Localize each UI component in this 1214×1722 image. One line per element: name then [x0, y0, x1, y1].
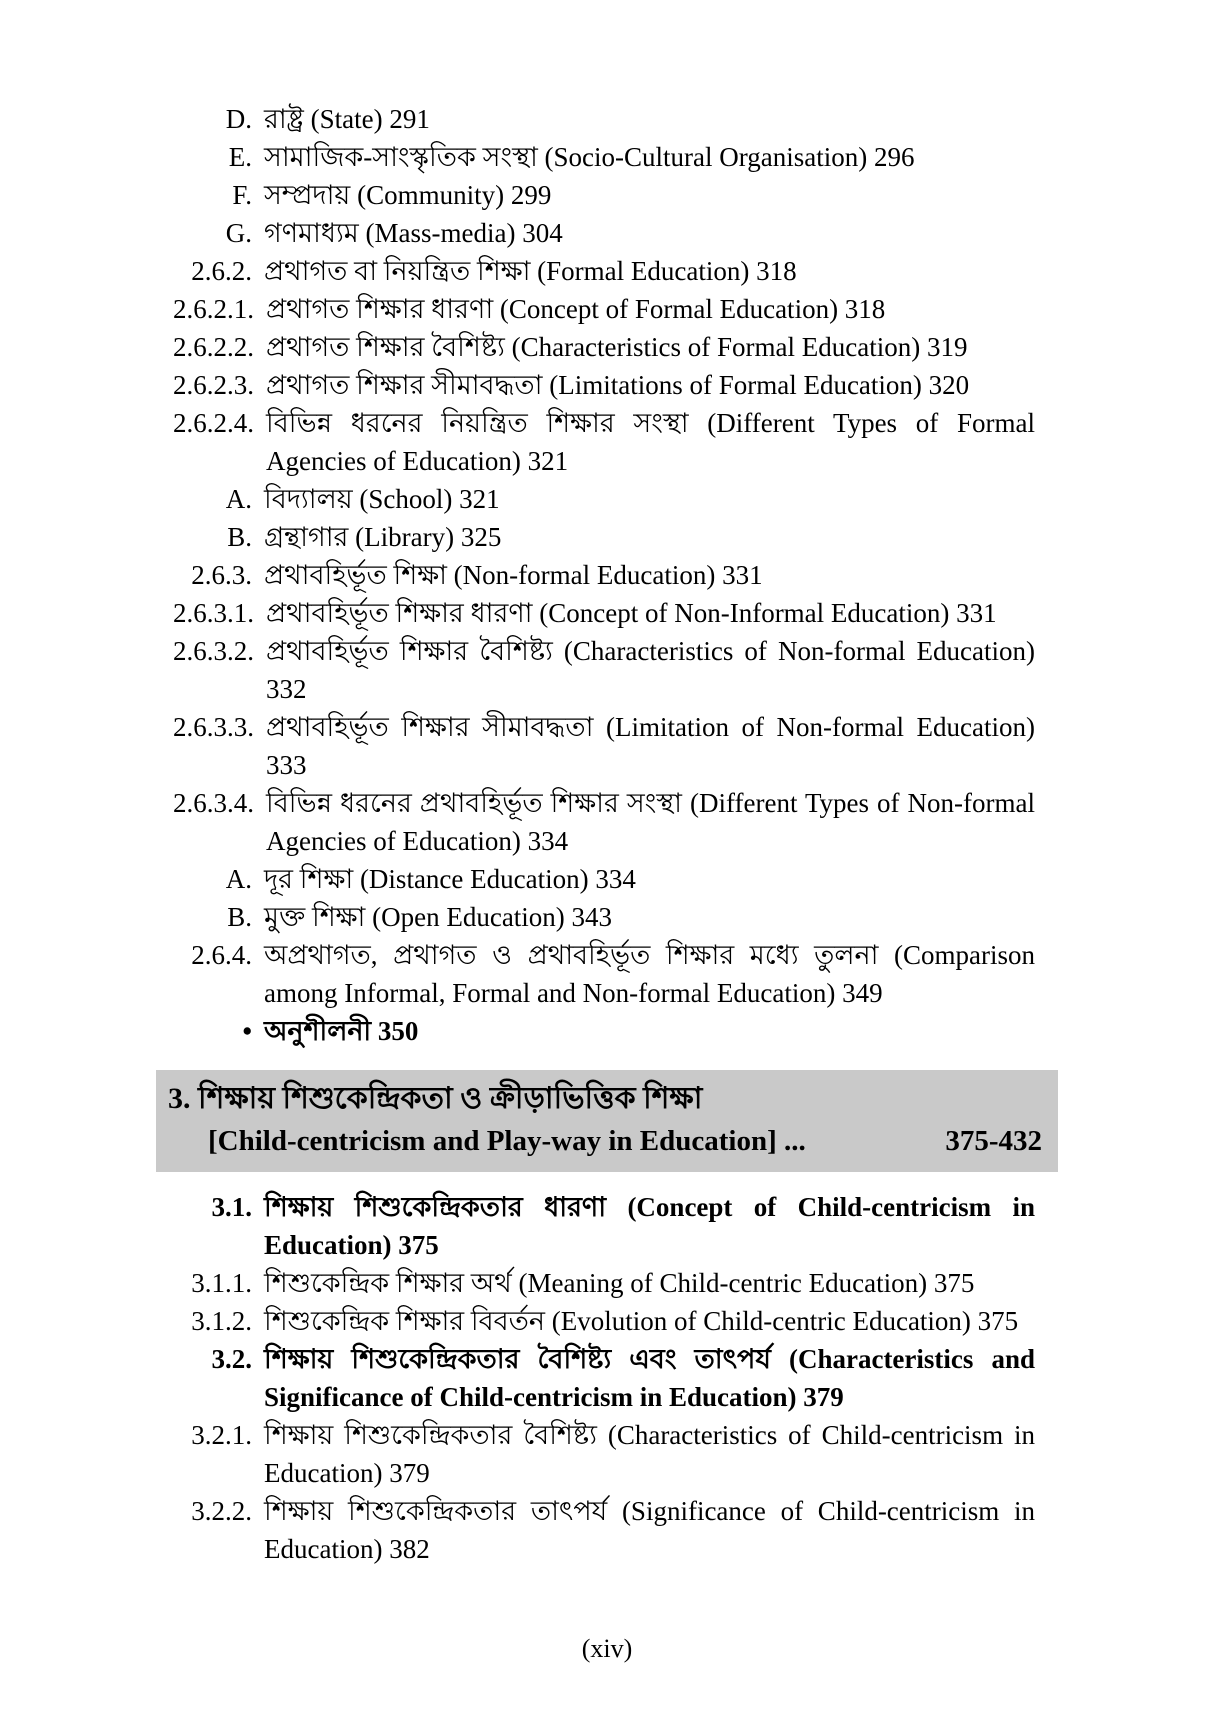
toc-entry-number: 3.1.2.	[191, 1306, 252, 1336]
toc-entry-text: প্রথাবহির্ভূত শিক্ষার সীমাবদ্ধতা (Limitation of Non-formal Education) 333	[266, 712, 1035, 780]
toc-entry-number: 3.2.	[211, 1344, 252, 1374]
toc-entry	[173, 1264, 1035, 1302]
toc-entry-text: শিক্ষায় শিশুকেন্দ্রিকতার বৈশিষ্ট্য এবং তাৎপর্য (Characteristics and Significance of Child-centricism in Education) 379	[264, 1344, 1035, 1412]
toc-entry-number: 3.1.1.	[191, 1268, 252, 1298]
chapter-title-english: [Child-centricism and Play-way in Education] ...	[208, 1125, 806, 1157]
toc-entry	[173, 1340, 1035, 1416]
toc-entry	[173, 1302, 1035, 1340]
toc-entry	[173, 404, 1035, 480]
toc-entry-number: G.	[225, 218, 252, 248]
toc-entry-number: •	[242, 1016, 252, 1046]
toc-entry-text: প্রথাবহির্ভূত শিক্ষার বৈশিষ্ট্য (Characteristics of Non-formal Education) 332	[266, 636, 1035, 704]
toc-entry-text: দূর শিক্ষা (Distance Education) 334	[264, 864, 636, 894]
toc-entry	[173, 480, 1035, 518]
toc-entry	[173, 176, 1035, 214]
chapter-banner-subtitle-row	[168, 1120, 1048, 1162]
toc-entry-number: 3.1.	[211, 1192, 252, 1222]
toc-entry-number: 2.6.3.2.	[173, 636, 254, 666]
toc-entry-text: শিক্ষায় শিশুকেন্দ্রিকতার ধারণা (Concept of Child-centricism in Education) 375	[264, 1192, 1035, 1260]
toc-entry-number: 2.6.2.3.	[173, 370, 254, 400]
toc-entry	[173, 784, 1035, 860]
toc-entry-text: প্রথাগত শিক্ষার বৈশিষ্ট্য (Characteristics of Formal Education) 319	[266, 332, 968, 362]
toc-entry	[173, 1188, 1035, 1264]
toc-entry	[173, 898, 1035, 936]
toc-entry	[173, 328, 1035, 366]
toc-entry	[173, 100, 1035, 138]
toc-entry-text: প্রথাগত শিক্ষার সীমাবদ্ধতা (Limitations of Formal Education) 320	[266, 370, 970, 400]
toc-entry	[173, 1416, 1035, 1492]
toc-entry	[173, 1492, 1035, 1568]
toc-entry	[173, 860, 1035, 898]
toc-entry-text: প্রথাবহির্ভূত শিক্ষা (Non-formal Education) 331	[264, 560, 763, 590]
toc-entry-text: মুক্ত শিক্ষা (Open Education) 343	[264, 902, 613, 932]
chapter-page-range: 375-432	[945, 1125, 1042, 1157]
toc-entry-text: প্রথাগত বা নিয়ন্ত্রিত শিক্ষা (Formal Education) 318	[264, 256, 797, 286]
toc-entry-text: গ্রন্থাগার (Library) 325	[264, 522, 502, 552]
toc-entry-number: 2.6.3.	[191, 560, 252, 590]
toc-list-after	[173, 1188, 1035, 1568]
toc-entry	[173, 366, 1035, 404]
toc-entry	[173, 138, 1035, 176]
toc-entry	[173, 632, 1035, 708]
toc-entry-number: 3.2.2.	[191, 1496, 252, 1526]
toc-entry-text: বিদ্যালয় (School) 321	[264, 484, 500, 514]
toc-entry-number: B.	[227, 522, 252, 552]
toc-entry-number: A.	[225, 484, 252, 514]
toc-entry-number: 2.6.3.4.	[173, 788, 254, 818]
toc-entry-number: 2.6.2.2.	[173, 332, 254, 362]
chapter-title-bengali: 3. শিক্ষায় শিশুকেন্দ্রিকতা ও ক্রীড়াভিত্তিক শিক্ষা	[168, 1082, 703, 1115]
toc-entry-text: গণমাধ্যম (Mass-media) 304	[264, 218, 563, 248]
toc-entry-number: 2.6.3.3.	[173, 712, 254, 742]
toc-entry-number: 2.6.2.	[191, 256, 252, 286]
toc-entry-text: প্রথাগত শিক্ষার ধারণা (Concept of Formal Education) 318	[266, 294, 886, 324]
toc-entry-text: সম্প্রদায় (Community) 299	[264, 180, 552, 210]
toc-entry	[173, 594, 1035, 632]
toc-entry-number: 2.6.4.	[191, 940, 252, 970]
toc-entry-number: F.	[232, 180, 252, 210]
toc-entry-number: 2.6.3.1.	[173, 598, 254, 628]
toc-entry	[173, 290, 1035, 328]
toc-entry-text: শিশুকেন্দ্রিক শিক্ষার অর্থ (Meaning of Child-centric Education) 375	[264, 1268, 975, 1298]
toc-entry-number: 2.6.2.1.	[173, 294, 254, 324]
toc-entry-text: সামাজিক-সাংস্কৃতিক সংস্থা (Socio-Cultural Organisation) 296	[264, 142, 915, 172]
toc-entry-number: B.	[227, 902, 252, 932]
toc-entry-number: 2.6.2.4.	[173, 408, 254, 438]
toc-entry-text: প্রথাবহির্ভূত শিক্ষার ধারণা (Concept of Non-Informal Education) 331	[266, 598, 997, 628]
page-number-footer: (xiv)	[581, 1634, 633, 1663]
toc-entry-text: অনুশীলনী 350	[264, 1016, 419, 1046]
toc-entry-text: রাষ্ট্র (State) 291	[264, 104, 430, 134]
chapter-banner	[156, 1070, 1058, 1172]
toc-entry	[173, 936, 1035, 1012]
toc-entry-number: 3.2.1.	[191, 1420, 252, 1450]
toc-entry-text: শিক্ষায় শিশুকেন্দ্রিকতার তাৎপর্য (Significance of Child-centricism in Education) 382	[264, 1496, 1035, 1564]
toc-entry	[173, 214, 1035, 252]
toc-entry-number: E.	[228, 142, 252, 172]
toc-entry-text: বিভিন্ন ধরনের প্রথাবহির্ভূত শিক্ষার সংস্থা (Different Types of Non-formal Agencies of Education) 334	[266, 788, 1035, 856]
toc-list-before	[173, 100, 1035, 1050]
toc-entry	[173, 252, 1035, 290]
toc-entry-text: শিশুকেন্দ্রিক শিক্ষার বিবর্তন (Evolution of Child-centric Education) 375	[264, 1306, 1019, 1336]
toc-entry-text: শিক্ষায় শিশুকেন্দ্রিকতার বৈশিষ্ট্য (Characteristics of Child-centricism in Education) 379	[264, 1420, 1035, 1488]
toc-entry	[173, 708, 1035, 784]
toc-entry	[173, 1012, 1035, 1050]
toc-entry	[173, 556, 1035, 594]
toc-entry-text: বিভিন্ন ধরনের নিয়ন্ত্রিত শিক্ষার সংস্থা (Different Types of Formal Agencies of Education) 321	[266, 408, 1035, 476]
toc-content	[168, 100, 1058, 1568]
toc-entry-text: অপ্রথাগত, প্রথাগত ও প্রথাবহির্ভূত শিক্ষার মধ্যে তুলনা (Comparison among Informal, Formal and Non-formal Education) 349	[264, 940, 1035, 1008]
toc-entry-number: A.	[225, 864, 252, 894]
toc-entry-number: D.	[225, 104, 252, 134]
toc-entry	[173, 518, 1035, 556]
